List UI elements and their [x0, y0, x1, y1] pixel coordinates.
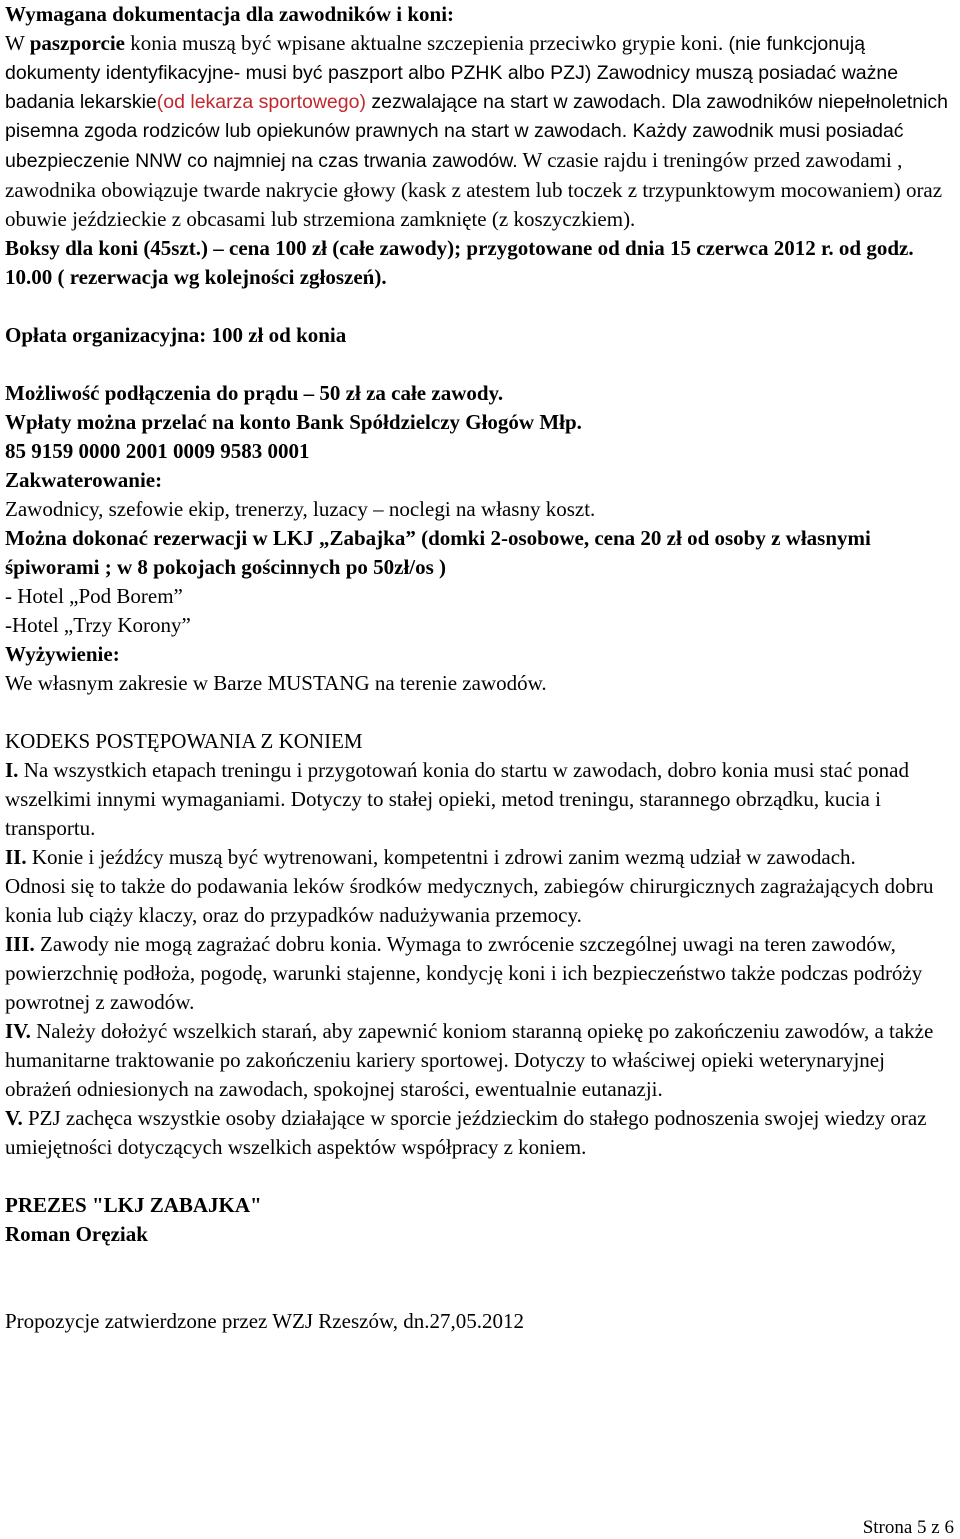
signature-title: PREZES "LKJ ZABAJKA"	[5, 1193, 262, 1217]
code-item-1: I. Na wszystkich etapach treningu i przygotowań konia do startu w zawodach, dobro konia musi stać ponad wszelkimi innymi wymaganiami. Dotyczy to stałej opieki, metod treningu, starannego obrządku, kucia i transportu.	[5, 758, 909, 840]
bank-account-number: 85 9159 0000 2001 0009 9583 0001	[5, 439, 310, 463]
helmet-rule-text: W czasie rajdu i treningów przed zawodami , zawodnika obowiązuje twarde nakrycie głowy (kask z atestem lub toczek z trzypunktowym mocowaniem) oraz obuwie jeździeckie z obcasami lub strzemiona zamknięte (z koszyczkiem).	[5, 148, 943, 231]
code-item-3: III. Zawody nie mogą zagrażać dobru konia. Wymaga to zwrócenie szczególnej uwagi na teren zawodów, powierzchnię podłoża, pogodę, warunki stajenne, kondycję koni i ich bezpieczeństwo także podczas podróży powrotnej z zawodów.	[5, 932, 923, 1014]
signature-name: Roman Oręziak	[5, 1222, 148, 1246]
code-item-2: II. Konie i jeźdźcy muszą być wytrenowani, kompetentni i zdrowi zanim wezmą udział w zawodach.	[5, 845, 856, 869]
passport-prefix: W	[5, 31, 30, 55]
electricity-info: Możliwość podłączenia do prądu – 50 zł za całe zawody.	[5, 381, 504, 405]
code-item-4: IV. Należy dołożyć wszelkich starań, aby zapewnić koniom staranną opiekę po zakończeniu zawodów, a także humanitarne traktowanie po zakończeniu kariery sportowej. Dotyczy to właściwej opieki weterynaryjnej obrażeń odniesionych na zawodach, spokojnej starości, ewentualnie eutanazji.	[5, 1019, 934, 1101]
bank-transfer-info: Wpłaty można przelać na konto Bank Spółdzielczy Głogów Młp.	[5, 410, 582, 434]
requirements-heading: Wymagana dokumentacja dla zawodników i koni:	[5, 2, 455, 26]
sports-doctor-note: (od lekarza sportowego)	[156, 91, 366, 113]
document-page	[5, 0, 955, 1336]
boxes-info: Boksy dla koni (45szt.) – cena 100 zł (całe zawody); przygotowane od dnia 15 czerwca 2012 r. od godz. 10.00 ( rezerwacja wg kolejności zgłoszeń).	[5, 236, 914, 289]
page-number: Strona 5 z 6	[862, 1517, 954, 1538]
lodging-heading: Zakwaterowanie:	[5, 468, 163, 492]
hotel-pod-borem: - Hotel „Pod Borem”	[5, 584, 183, 608]
reservation-info: Można dokonać rezerwacji w LKJ „Zabajka” (domki 2-osobowe, cena 20 zł od osoby z własnymi śpiworami ; w 8 pokojach gościnnych po 50zł/os )	[5, 526, 871, 579]
food-line: We własnym zakresie w Barze MUSTANG na terenie zawodów.	[5, 671, 547, 695]
requirements-section	[5, 0, 955, 234]
passport-word: paszporcie	[29, 31, 125, 55]
code-heading: KODEKS POSTĘPOWANIA Z KONIEM	[5, 729, 363, 753]
code-item-5: V. PZJ zachęca wszystkie osoby działające w sporcie jeździeckim do stałego podnoszenia swojej wiedzy oraz umiejętności dotyczących wszelkich aspektów współpracy z koniem.	[5, 1106, 927, 1159]
lodging-line: Zawodnicy, szefowie ekip, trenerzy, luzacy – noclegi na własny koszt.	[5, 497, 596, 521]
food-heading: Wyżywienie:	[5, 642, 120, 666]
organization-fee: Opłata organizacyjna: 100 zł od konia	[5, 323, 347, 347]
id-docs-text: (nie funkcjonują dokumenty identyfikacyjne- musi być paszport albo PZHK albo PZJ) Zawodnicy muszą posiadać ważne badania lekarskie	[5, 33, 899, 113]
medical-insurance-text: zezwalające na start w zawodach. Dla zawodników niepełnoletnich pisemna zgoda rodziców lub opiekunów prawnych na start w zawodach. Każdy zawodnik musi posiadać ubezpieczenie NNW co najmniej na czas trwania zawodów.	[5, 91, 949, 172]
passport-rest: konia muszą być wpisane aktualne szczepienia przeciwko grypie koni.	[124, 31, 729, 55]
hotel-trzy-korony: -Hotel „Trzy Korony”	[5, 613, 191, 637]
code-item-2-continued: Odnosi się to także do podawania leków środków medycznych, zabiegów chirurgicznych zagrażających dobru konia lub ciąży klaczy, oraz do przypadków nadużywania przemocy.	[5, 874, 934, 927]
requirements-paragraph	[5, 29, 955, 234]
approval-note: Propozycje zatwierdzone przez WZJ Rzeszów, dn.27,05.2012	[5, 1309, 524, 1333]
